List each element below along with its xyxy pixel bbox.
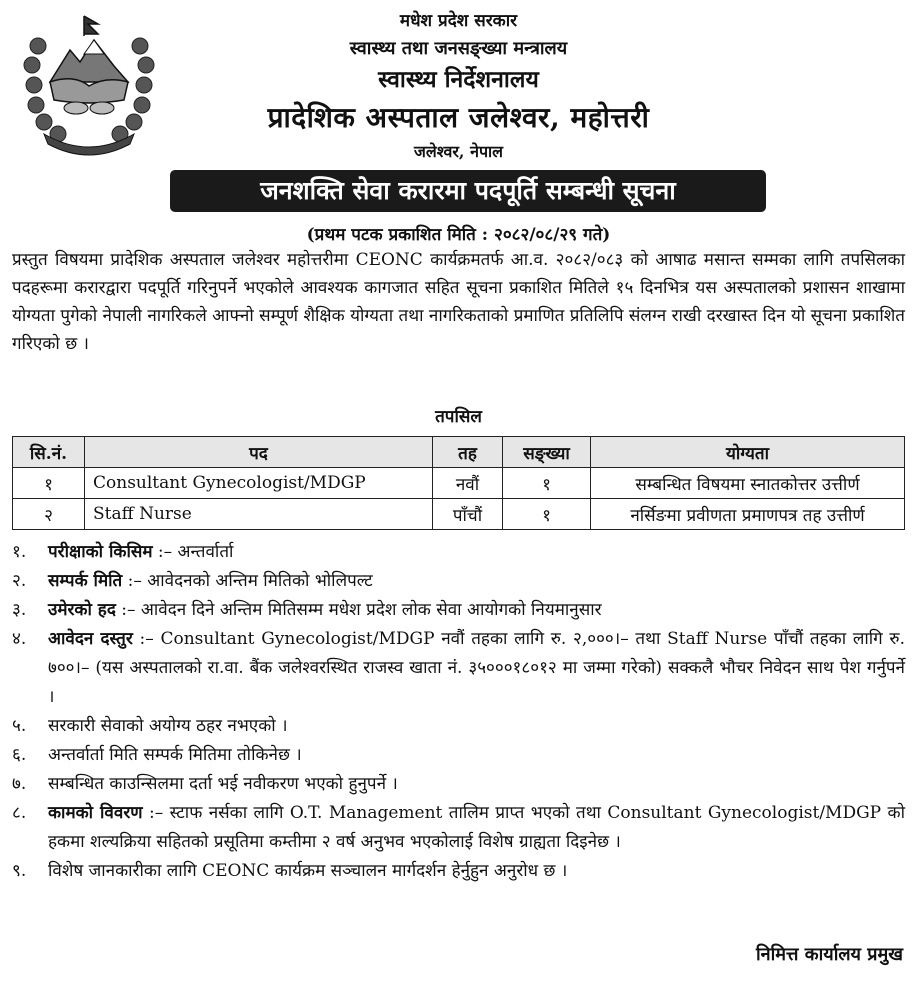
cell-level: पाँचौं [433, 499, 503, 530]
item-number: ५. [12, 716, 27, 736]
item-label: आवेदन दस्तुर [48, 629, 133, 649]
cell-level: नवौं [433, 468, 503, 499]
list-item [12, 538, 905, 567]
col-header-qualification: योग्यता [591, 437, 905, 468]
list-item [12, 741, 905, 770]
item-number: ४. [12, 629, 27, 649]
list-item [12, 712, 905, 741]
item-number: ८. [12, 803, 27, 823]
col-header-level: तह [433, 437, 503, 468]
item-number: ६. [12, 745, 27, 765]
item-text: सम्बन्धित काउन्सिलमा दर्ता भई नवीकरण भएको हुनुपर्ने । [48, 774, 398, 794]
item-number: ९. [12, 861, 27, 881]
item-label: कामको विवरण [48, 803, 143, 823]
cell-post: Consultant Gynecologist/MDGP [85, 468, 433, 499]
list-item [12, 799, 905, 857]
item-number: २. [12, 571, 27, 591]
list-item [12, 770, 905, 799]
directorate-name: स्वास्थ्य निर्देशनालय [378, 66, 539, 93]
item-text: सरकारी सेवाको अयोग्य ठहर नभएको । [48, 716, 288, 736]
intro-paragraph: प्रस्तुत विषयमा प्रादेशिक अस्पताल जलेश्वर महोत्तरीमा CEONC कार्यक्रमतर्फ आ.व. २०८२/०८३ को आषाढ मसान्त सम्मका लागि तपसिलका पदहरूमा करारद्वारा पदपूर्ति गरिनुपर्ने भएकोले आवश्यक कागजात सहित सूचना प्रकाशित मितिले १५ दिनभित्र यस अस्पतालको प्रशासन शाखामा योग्यता पुगेको नेपाली नागरिकले आफ्नो सम्पूर्ण शैक्षिक योग्यता तथा नागरिकताको प्रमाणित प्रतिलिपि संलग्न राखी दरखास्त दिन यो सूचना प्रकाशित गरिएको छ । [12, 250, 905, 354]
cell-post: Staff Nurse [85, 499, 433, 530]
table-row [13, 468, 905, 499]
notice-title: जनशक्ति सेवा करारमा पदपूर्ति सम्बन्धी सूचना [170, 170, 766, 212]
cell-sn: २ [13, 499, 85, 530]
item-text: :– अन्तर्वार्ता [152, 542, 234, 562]
col-header-count: सङ्ख्या [503, 437, 591, 468]
cell-count: १ [503, 499, 591, 530]
item-text: :– Consultant Gynecologist/MDGP नवौं तहका लागि रु. २,०००।– तथा Staff Nurse पाँचौं तहका लागि रु. ७००।– (यस अस्पतालको रा.वा. बैंक जलेश्वरस्थित राजस्व खाता नं. ३५०००१८०१२ मा जम्मा गरेको) सक्कलै भौचर निवेदन साथ पेश गर्नुपर्ने । [48, 629, 905, 707]
cell-qualification: नर्सिङमा प्रवीणता प्रमाणपत्र तह उत्तीर्ण [591, 499, 905, 530]
ministry-name: स्वास्थ्य तथा जनसङ्ख्या मन्त्रालय [349, 38, 568, 59]
government-name: मधेश प्रदेश सरकार [399, 11, 518, 31]
item-text: :– आवेदनको अन्तिम मितिको भोलिपल्ट [122, 571, 373, 591]
list-item [12, 625, 905, 712]
table-caption: तपसिल [435, 407, 482, 427]
cell-sn: १ [13, 468, 85, 499]
hospital-name: प्रादेशिक अस्पताल जलेश्वर, महोत्तरी [267, 101, 650, 134]
signature: निमित्त कार्यालय प्रमुख [755, 944, 903, 965]
item-text: :– आवेदन दिने अन्तिम मितिसम्म मधेश प्रदेश लोक सेवा आयोगको नियमानुसार [115, 600, 602, 620]
table-row [13, 499, 905, 530]
item-text: विशेष जानकारीका लागि CEONC कार्यक्रम सञ्चालन मार्गदर्शन हेर्नुहुन अनुरोध छ । [48, 861, 568, 881]
item-text: :– स्टाफ नर्सका लागि O.T. Management तालिम प्राप्त भएको तथा Consultant Gynecologist/MDGP को हकमा शल्यक्रिया सहितको प्रसूतिमा कम्तीमा २ वर्ष अनुभव भएकोलाई विशेष ग्राह्यता दिइनेछ । [48, 803, 905, 852]
col-header-post: पद [85, 437, 433, 468]
item-number: १. [12, 542, 27, 562]
item-label: उमेरको हद [48, 600, 116, 620]
hospital-address: जलेश्वर, नेपाल [413, 142, 504, 161]
vacancy-table [12, 436, 905, 530]
cell-count: १ [503, 468, 591, 499]
conditions-list [12, 538, 905, 886]
item-number: ७. [12, 774, 27, 794]
list-item [12, 857, 905, 886]
cell-qualification: सम्बन्धित विषयमा स्नातकोत्तर उत्तीर्ण [591, 468, 905, 499]
item-text: अन्तर्वार्ता मिति सम्पर्क मितिमा तोकिनेछ । [48, 745, 302, 765]
list-item [12, 596, 905, 625]
col-header-sn: सि.नं. [13, 437, 85, 468]
list-item [12, 567, 905, 596]
item-label: सम्पर्क मिति [48, 571, 123, 591]
publish-date: (प्रथम पटक प्रकाशित मिति : २०८२/०८/२९ गते) [306, 225, 611, 245]
table-header-row [13, 437, 905, 468]
item-label: परीक्षाको किसिम [48, 542, 153, 562]
item-number: ३. [12, 600, 27, 620]
